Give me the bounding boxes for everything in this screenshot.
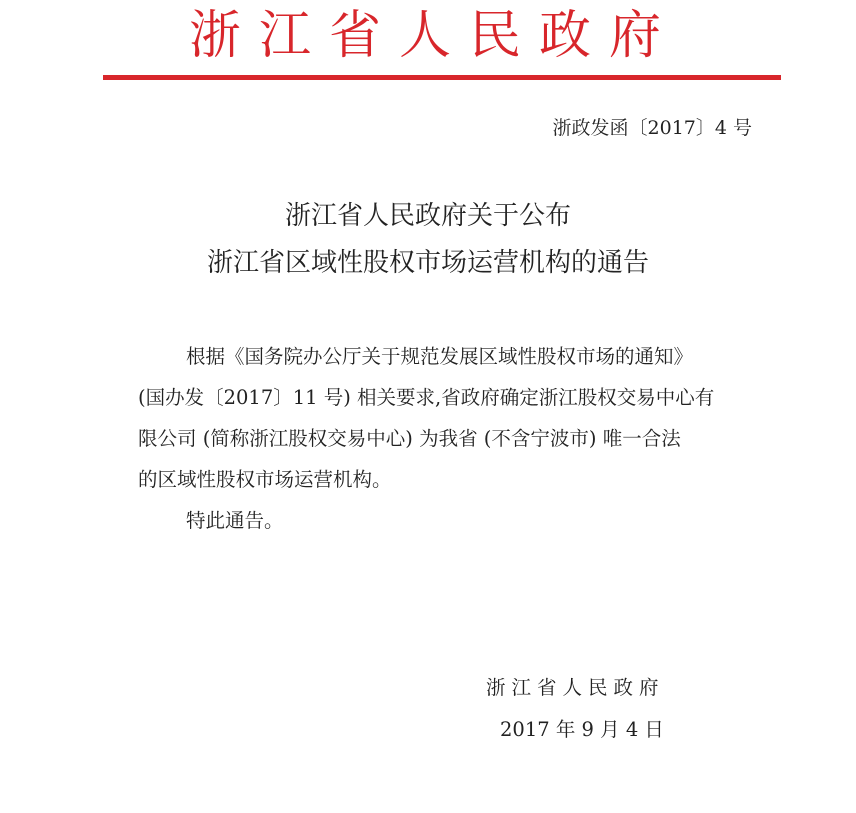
body-paragraph-line-1: 根据《国务院办公厅关于规范发展区域性股权市场的通知》 <box>186 345 694 368</box>
document-number: 浙政发函〔2017〕4 号 <box>552 117 752 139</box>
issuer-signature: 浙江省人民政府 <box>486 676 665 699</box>
document-title-line-1: 浙江省人民政府关于公布 <box>284 201 571 231</box>
masthead-title: 浙江省人民政府 <box>188 6 679 66</box>
body-paragraph-line-3: 限公司 (简称浙江股权交易中心) 为我省 (不含宁波市) 唯一合法 <box>138 427 681 450</box>
body-paragraph-line-2: (国办发〔2017〕11 号) 相关要求,省政府确定浙江股权交易中心有 <box>138 386 715 409</box>
masthead-rule <box>103 75 781 80</box>
body-paragraph-line-4: 的区域性股权市场运营机构。 <box>138 468 392 491</box>
issue-date: 2017 年 9 月 4 日 <box>500 718 664 741</box>
document-title-line-2: 浙江省区域性股权市场运营机构的通告 <box>206 248 649 278</box>
closing-line: 特此通告。 <box>186 509 284 532</box>
